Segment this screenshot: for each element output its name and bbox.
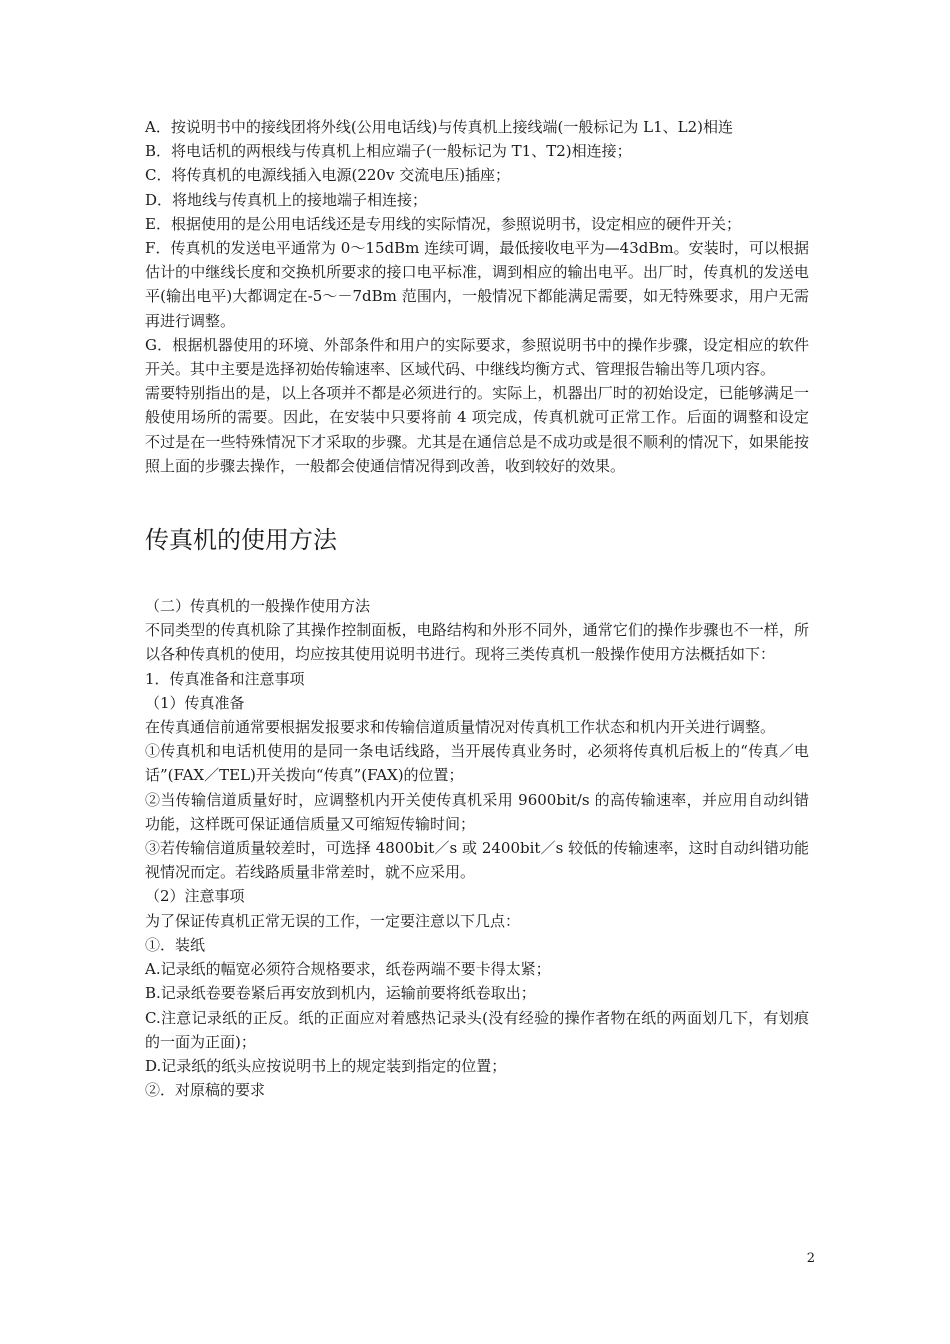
paragraph-item-f: F．传真机的发送电平通常为 0～15dBm 连续可调，最低接收电平为—43dBm。安装时，可以根据估计的中继线长度和交换机所要求的接口电平标准，调到相应的输出电平。出厂时，传真机的发送电平(输出电平)大都调定在-5～－7dBm 范围内，一般情况下都能满足需要，如无特殊要求，用户无需再进行调整。 (145, 239, 809, 330)
list-heading-1: 1．传真准备和注意事项 (145, 669, 305, 688)
paragraph-item-g: G．根据机器使用的环境、外部条件和用户的实际要求，参照说明书中的操作步骤，设定相应的软件开关。其中主要是选择初始传输速率、区域代码、中继线均衡方式、管理报告输出等几项内容。 (145, 335, 809, 379)
page-number: 2 (806, 1251, 815, 1266)
section-heading: 传真机的使用方法 (145, 526, 337, 555)
paragraph-item-b: B．将电话机的两根线与传真机上相应端子(一般标记为 T1、T2)相连接； (145, 142, 632, 161)
list-item-paper: ①．装纸 (145, 935, 206, 954)
paragraph-item-d: D．将地线与传真机上的接地端子相连接； (145, 190, 428, 209)
subsection-title: （二）传真机的一般操作使用方法 (145, 597, 371, 616)
paragraph-item-e: E．根据使用的是公用电话线还是专用线的实际情况，参照说明书，设定相应的硬件开关； (145, 214, 741, 233)
paragraph-circled-3: ③若传输信道质量较差时，可选择 4800bit／s 或 2400bit／s 较低的传输速率，这时自动纠错功能视情况而定。若线路质量非常差时，就不应采用。 (145, 839, 809, 882)
paragraph-item-c: C．将传真机的电源线插入电源(220v 交流电压)插座； (145, 166, 511, 185)
paragraph-circled-1: ①传真机和电话机使用的是同一条电话线路，当开展传真业务时，必须将传真机后板上的“传真／电话”(FAX／TEL)开关拨向“传真”(FAX)的位置； (145, 742, 809, 785)
paragraph-circled-2: ②当传输信道质量好时，应调整机内开关使传真机采用 9600bit/s 的高传输速率，并应用自动纠错功能，这样既可保证通信质量又可缩短传输时间； (145, 790, 809, 833)
page-content (145, 115, 809, 1102)
list-item-paper-c: C.注意记录纸的正反。纸的正面应对着感热记录头(没有经验的操作者物在纸的两面划几下，有划痕的一面为正面)； (145, 1008, 809, 1051)
paragraph-intro: 不同类型的传真机除了其操作控制面板，电路结构和外形不同外，通常它们的操作步骤也不一样，所以各种传真机的使用，均应按其使用说明书进行。现将三类传真机一般操作使用方法概括如下： (145, 621, 809, 664)
paragraph-item-a: A．按说明书中的接线团将外线(公用电话线)与传真机上接线端(一般标记为 L1、L2)相连 (145, 118, 734, 136)
list-item-original: ②．对原稿的要求 (145, 1081, 266, 1100)
paragraph-prep: 在传真通信前通常要根据发报要求和传输信道质量情况对传真机工作状态和机内开关进行调整。 (145, 718, 776, 737)
list-subheading-1: （1）传真准备 (145, 693, 245, 712)
paragraph-note: 需要特别指出的是，以上各项并不都是必须进行的。实际上，机器出厂时的初始设定，已能够满足一般使用场所的需要。因此，在安装中只要将前 4 项完成，传真机就可正常工作。后面的调整和设定不过是在一些特殊情况下才采取的步骤。尤其是在通信总是不成功或是很不顺利的情况下，如果能按照上面的步骤去操作，一般都会使通信情况得到改善，收到较好的效果。 (145, 384, 809, 475)
list-item-paper-d: D.记录纸的纸头应按说明书上的规定装到指定的位置； (145, 1056, 507, 1075)
list-subheading-2: （2）注意事项 (145, 887, 245, 906)
list-item-paper-a: A.记录纸的幅宽必须符合规格要求，纸卷两端不要卡得太紧； (145, 960, 551, 979)
paragraph-notes-intro: 为了保证传真机正常无误的工作，一定要注意以下几点： (145, 911, 521, 930)
list-item-paper-b: B.记录纸卷要卷紧后再安放到机内，运输前要将纸卷取出； (145, 984, 536, 1003)
